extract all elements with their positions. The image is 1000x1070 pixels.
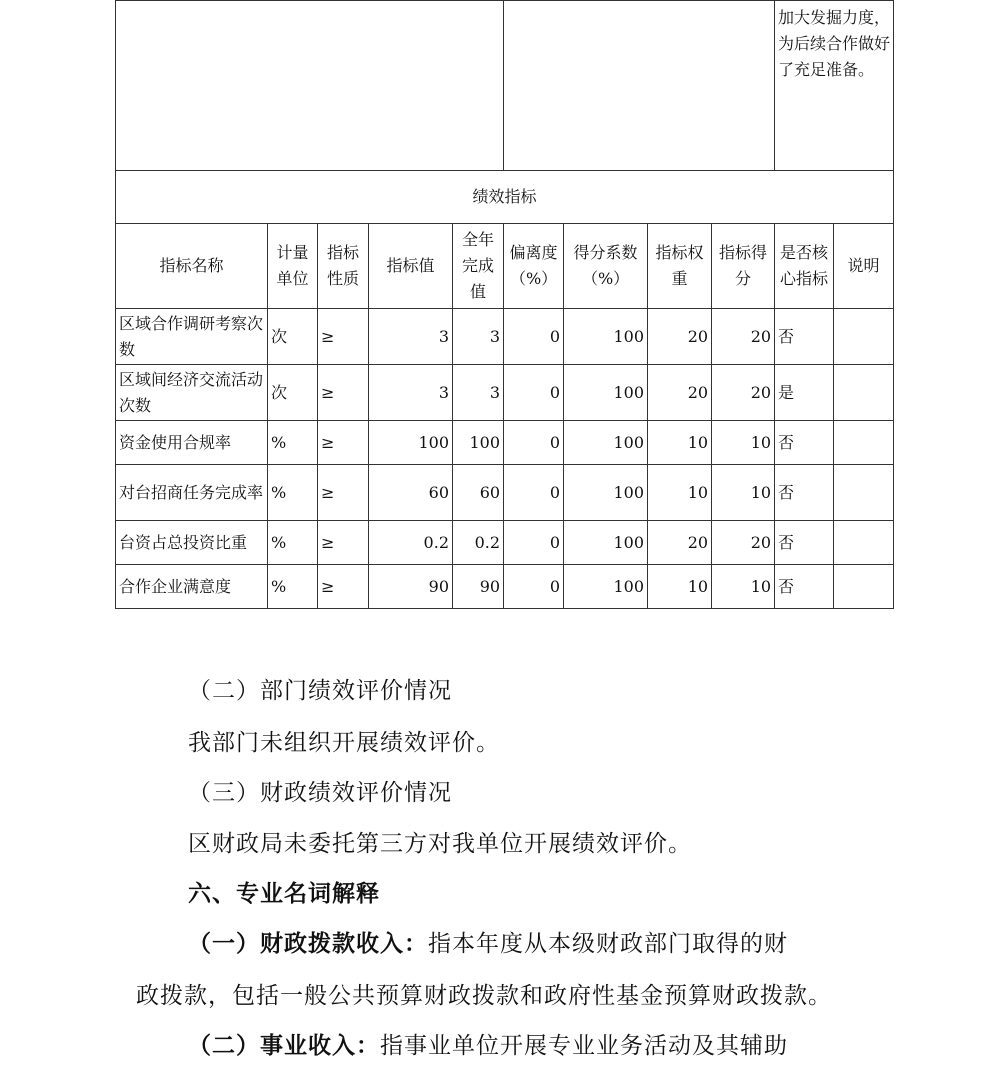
table-row: [116, 465, 894, 521]
actual-cell: 0.2: [453, 521, 504, 565]
value-cell: 3: [369, 309, 453, 365]
paragraph-term-1-continued: 政拨款，包括一般公共预算财政拨款和政府性基金预算财政拨款。: [136, 983, 832, 1009]
score-cell: 10: [712, 565, 775, 609]
top-cell-empty-2: [504, 1, 775, 171]
nature-cell: ≥: [318, 465, 369, 521]
heading-finance-evaluation: （三）财政绩效评价情况: [188, 780, 452, 806]
deviation-cell: 0: [504, 365, 564, 421]
core-cell: 否: [775, 421, 834, 465]
performance-table: [115, 0, 894, 609]
core-cell: 否: [775, 521, 834, 565]
indicator-name: 合作企业满意度: [116, 565, 268, 609]
value-cell: 0.2: [369, 521, 453, 565]
paragraph-term-1: [188, 929, 788, 959]
table-row: [116, 565, 894, 609]
weight-cell: 20: [648, 309, 712, 365]
header-cell: 指标值: [369, 224, 453, 309]
weight-cell: 20: [648, 365, 712, 421]
paragraph-dept-evaluation: 我部门未组织开展绩效评价。: [188, 730, 500, 756]
deviation-cell: 0: [504, 565, 564, 609]
deviation-cell: 0: [504, 465, 564, 521]
deviation-cell: 0: [504, 309, 564, 365]
header-row: [116, 224, 894, 309]
coef-cell: 100: [564, 465, 648, 521]
indicator-name: 资金使用合规率: [116, 421, 268, 465]
core-cell: 否: [775, 565, 834, 609]
score-cell: 10: [712, 421, 775, 465]
heading-terms: 六、专业名词解释: [188, 881, 380, 907]
unit-cell: %: [268, 465, 318, 521]
nature-cell: ≥: [318, 565, 369, 609]
note-cell: [834, 365, 894, 421]
score-cell: 10: [712, 465, 775, 521]
note-cell: [834, 465, 894, 521]
actual-cell: 3: [453, 309, 504, 365]
header-cell: 指标权重: [648, 224, 712, 309]
score-cell: 20: [712, 309, 775, 365]
coef-cell: 100: [564, 421, 648, 465]
header-cell: 说明: [834, 224, 894, 309]
note-cell: [834, 521, 894, 565]
section-title-row: [116, 171, 894, 224]
indicator-name: 台资占总投资比重: [116, 521, 268, 565]
unit-cell: 次: [268, 365, 318, 421]
nature-cell: ≥: [318, 365, 369, 421]
actual-cell: 100: [453, 421, 504, 465]
coef-cell: 100: [564, 565, 648, 609]
unit-cell: 次: [268, 309, 318, 365]
note-cell: [834, 565, 894, 609]
note-cell: [834, 421, 894, 465]
term-2-label: （二）事业收入：: [188, 1033, 380, 1059]
core-cell: 否: [775, 309, 834, 365]
weight-cell: 20: [648, 521, 712, 565]
term-1-label: （一）财政拨款收入：: [188, 931, 428, 957]
indicator-name: 区域合作调研考察次数: [116, 309, 268, 365]
unit-cell: %: [268, 565, 318, 609]
core-cell: 是: [775, 365, 834, 421]
table-row: [116, 309, 894, 365]
deviation-cell: 0: [504, 421, 564, 465]
value-cell: 100: [369, 421, 453, 465]
actual-cell: 90: [453, 565, 504, 609]
paragraph-term-2: [188, 1031, 788, 1061]
header-cell: 全年完成值: [453, 224, 504, 309]
unit-cell: %: [268, 521, 318, 565]
weight-cell: 10: [648, 421, 712, 465]
nature-cell: ≥: [318, 421, 369, 465]
table-row: [116, 365, 894, 421]
weight-cell: 10: [648, 465, 712, 521]
unit-cell: %: [268, 421, 318, 465]
nature-cell: ≥: [318, 309, 369, 365]
header-cell: 指标得分: [712, 224, 775, 309]
value-cell: 60: [369, 465, 453, 521]
header-cell: 指标名称: [116, 224, 268, 309]
coef-cell: 100: [564, 309, 648, 365]
table-top-row: [116, 1, 894, 171]
note-cell: [834, 309, 894, 365]
core-cell: 否: [775, 465, 834, 521]
value-cell: 90: [369, 565, 453, 609]
paragraph-finance-evaluation: 区财政局未委托第三方对我单位开展绩效评价。: [188, 831, 692, 857]
top-note-cell: 加大发掘力度，为后续合作做好了充足准备。: [775, 1, 894, 171]
score-cell: 20: [712, 365, 775, 421]
table-row: [116, 421, 894, 465]
top-cell-empty-1: [116, 1, 504, 171]
term-2-text: 指事业单位开展专业业务活动及其辅助: [380, 1033, 788, 1059]
header-cell: 偏离度（%）: [504, 224, 564, 309]
weight-cell: 10: [648, 565, 712, 609]
term-1-text: 指本年度从本级财政部门取得的财: [428, 931, 788, 957]
value-cell: 3: [369, 365, 453, 421]
heading-dept-evaluation: （二）部门绩效评价情况: [188, 678, 452, 704]
header-cell: 是否核心指标: [775, 224, 834, 309]
nature-cell: ≥: [318, 521, 369, 565]
header-cell: 计量单位: [268, 224, 318, 309]
actual-cell: 3: [453, 365, 504, 421]
section-title: 绩效指标: [116, 171, 894, 224]
table-row: [116, 521, 894, 565]
header-cell: 指标性质: [318, 224, 369, 309]
deviation-cell: 0: [504, 521, 564, 565]
coef-cell: 100: [564, 521, 648, 565]
coef-cell: 100: [564, 365, 648, 421]
actual-cell: 60: [453, 465, 504, 521]
indicator-name: 区域间经济交流活动次数: [116, 365, 268, 421]
header-cell: 得分系数（%）: [564, 224, 648, 309]
score-cell: 20: [712, 521, 775, 565]
indicator-name: 对台招商任务完成率: [116, 465, 268, 521]
